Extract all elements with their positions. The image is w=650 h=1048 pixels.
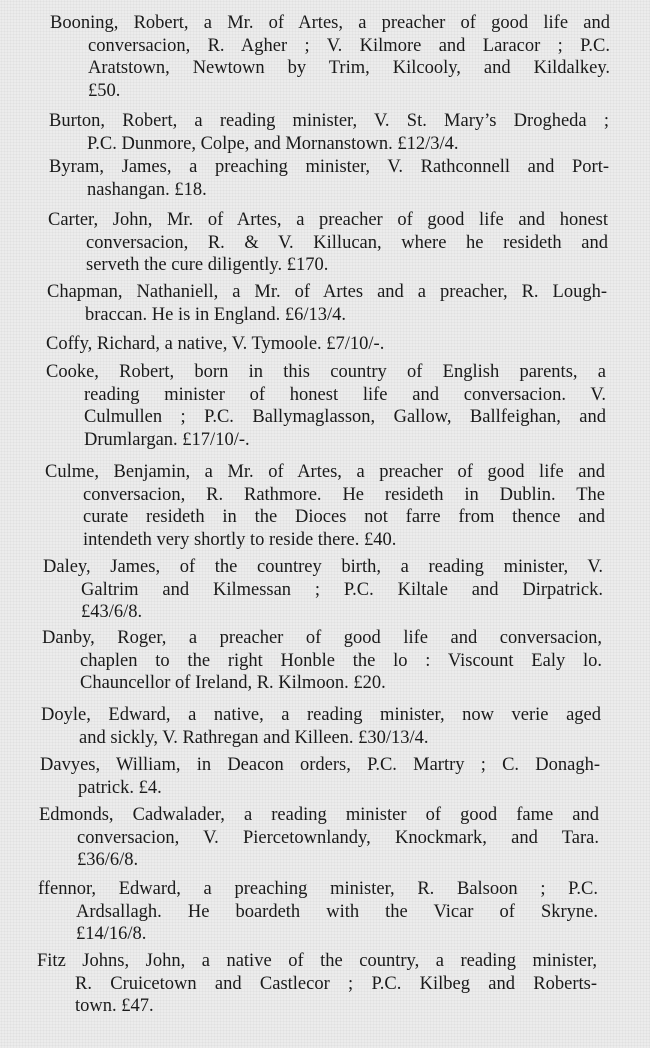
entry-line: £36/6/8. (77, 850, 139, 870)
entry-line: intendeth very shortly to reside there. £40. (83, 529, 397, 550)
entry-line: R. Cruicetown and Castlecor ; P.C. Kilbeg and Roberts- (75, 973, 597, 994)
entry-line: curate resideth in the Dioces not farre from thence and (83, 507, 605, 527)
entry-line: town. £47. (75, 996, 154, 1016)
entry-burton-robert (49, 110, 609, 155)
entry-byram-james (49, 156, 609, 201)
entry-line: braccan. He is in England. £6/13/4. (85, 304, 346, 325)
entry-line: £50. (88, 80, 121, 101)
entry-doyle-edward (41, 704, 601, 749)
entry-line: Carter, John, Mr. of Artes, a preacher of good life and honest (48, 210, 608, 230)
entry-line: conversacion, V. Piercetownlandy, Knockmark, and Tara. (77, 827, 599, 848)
entry-line: Galtrim and Kilmessan ; P.C. Kiltale and Dirpatrick. (81, 579, 603, 600)
entry-line: £14/16/8. (76, 924, 147, 944)
entry-line: Culme, Benjamin, a Mr. of Artes, a preacher of good life and (45, 462, 605, 482)
entry-line: serveth the cure diligently. £170. (86, 255, 329, 275)
entry-line: Chauncellor of Ireland, R. Kilmoon. £20. (80, 673, 386, 693)
entry-davyes-william (40, 754, 600, 799)
entry-line: P.C. Dunmore, Colpe, and Mornanstown. £12/3/4. (87, 133, 459, 154)
entry-line: Cooke, Robert, born in this country of English parents, a (46, 362, 606, 382)
entry-daley-james (43, 556, 603, 624)
entry-line: conversacion, R. & V. Killucan, where he resideth and (86, 232, 608, 253)
entry-line: Byram, James, a preaching minister, V. Rathconnell and Port- (49, 157, 609, 177)
entry-line: Ardsallagh. He boardeth with the Vicar of Skryne. (76, 901, 598, 922)
entry-fitz-johns-john (37, 950, 597, 1018)
entry-edmonds-cadwalader (39, 804, 599, 872)
entry-line: Burton, Robert, a reading minister, V. St. Mary’s Drogheda ; (49, 111, 609, 131)
entry-line: Aratstown, Newtown by Trim, Kilcooly, and Kildalkey. (88, 58, 610, 78)
entry-booning-robert (50, 12, 610, 102)
entry-line: Fitz Johns, John, a native of the country, a reading minister, (37, 951, 597, 971)
entry-carter-john (48, 209, 608, 277)
entry-line: chaplen to the right Honble the lo : Viscount Ealy lo. (80, 650, 602, 671)
entry-danby-roger (42, 627, 602, 695)
entry-line: nashangan. £18. (87, 179, 207, 200)
entry-line: reading minister of honest life and conversacion. V. (84, 384, 606, 405)
entry-line: Chapman, Nathaniell, a Mr. of Artes and a preacher, R. Lough- (47, 282, 607, 302)
entry-line: Booning, Robert, a Mr. of Artes, a preacher of good life and (50, 13, 610, 33)
entry-cooke-robert (46, 361, 606, 451)
entry-line: Drumlargan. £17/10/-. (84, 429, 250, 450)
entry-line: patrick. £4. (78, 777, 162, 798)
entry-line: and sickly, V. Rathregan and Killeen. £30/13/4. (79, 727, 429, 748)
entry-line: conversacion, R. Rathmore. He resideth in Dublin. The (83, 484, 605, 505)
entry-line: Coffy, Richard, a native, V. Tymoole. £7/10/-. (46, 334, 385, 354)
entry-ffennor-edward (38, 878, 598, 946)
entry-line: Daley, James, of the countrey birth, a reading minister, V. (43, 557, 603, 577)
entry-line: £43/6/8. (81, 602, 143, 622)
entry-line: Doyle, Edward, a native, a reading minister, now verie aged (41, 705, 601, 725)
entry-line: Davyes, William, in Deacon orders, P.C. Martry ; C. Donagh- (40, 755, 600, 775)
entry-line: ffennor, Edward, a preaching minister, R. Balsoon ; P.C. (38, 879, 598, 899)
entry-line: Culmullen ; P.C. Ballymaglasson, Gallow, Ballfeighan, and (84, 407, 606, 427)
entry-chapman-nathaniell (47, 281, 607, 326)
entry-line: conversacion, R. Agher ; V. Kilmore and Laracor ; P.C. (88, 35, 610, 56)
entry-coffy-richard (46, 333, 606, 356)
entry-line: Danby, Roger, a preacher of good life and conversacion, (42, 628, 602, 648)
entry-culme-benjamin (45, 461, 605, 551)
entry-line: Edmonds, Cadwalader, a reading minister of good fame and (39, 805, 599, 825)
